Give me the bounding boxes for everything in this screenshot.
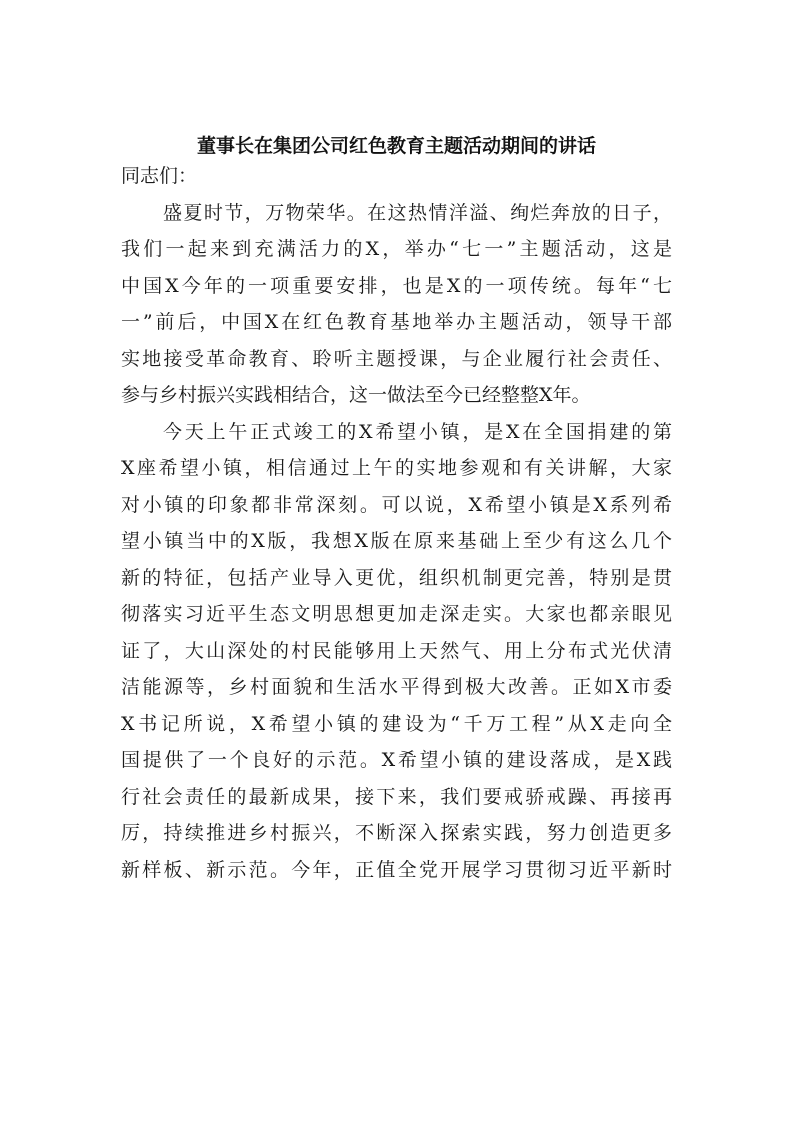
document-body bbox=[121, 158, 672, 888]
paragraph-line: 一”前后，中国X在红色教育基地举办主题活动，领导干部 bbox=[121, 311, 672, 333]
paragraph-line: X座希望小镇，相信通过上午的实地参观和有关讲解，大家 bbox=[121, 457, 672, 479]
paragraph-line: 国提供了一个良好的示范。X希望小镇的建设落成，是X践 bbox=[121, 749, 672, 771]
paragraph-line: 我们一起来到充满活力的X，举办“七一”主题活动，这是 bbox=[121, 238, 672, 260]
paragraph-line: 望小镇当中的X版，我想X版在原来基础上至少有这么几个 bbox=[121, 530, 672, 552]
paragraph-line: 彻落实习近平生态文明思想更加走深走实。大家也都亲眼见 bbox=[121, 603, 672, 625]
paragraph-line: 中国X今年的一项重要安排，也是X的一项传统。每年“七 bbox=[121, 274, 672, 297]
paragraph-line: 行社会责任的最新成果，接下来，我们要戒骄戒躁、再接再 bbox=[121, 785, 672, 808]
paragraph-line: 实地接受革命教育、聆听主题授课，与企业履行社会责任、 bbox=[121, 347, 672, 370]
paragraph-2 bbox=[121, 414, 672, 889]
paragraph-line: 洁能源等，乡村面貌和生活水平得到极大改善。正如X市委 bbox=[121, 676, 672, 698]
paragraph-line: 新样板、新示范。今年，正值全党开展学习贯彻习近平新时 bbox=[121, 858, 672, 881]
paragraph-line: X书记所说，X希望小镇的建设为“千万工程”从X走向全 bbox=[121, 712, 672, 735]
paragraph-line: 证了，大山深处的村民能够用上天然气、用上分布式光伏清 bbox=[121, 639, 672, 662]
salutation: 同志们： bbox=[121, 165, 198, 187]
paragraph-line: 对小镇的印象都非常深刻。可以说，X希望小镇是X系列希 bbox=[121, 493, 672, 516]
paragraph-1 bbox=[121, 195, 672, 414]
document-title: 董事长在集团公司红色教育主题活动期间的讲话 bbox=[196, 135, 596, 157]
paragraph-line: 今天上午正式竣工的X希望小镇，是X在全国捐建的第 bbox=[163, 420, 672, 443]
paragraph-line: 参与乡村振兴实践相结合，这一做法至今已经整整X年。 bbox=[121, 384, 591, 406]
paragraph-line: 厉，持续推进乡村振兴，不断深入探索实践，努力创造更多 bbox=[121, 822, 672, 844]
paragraph-line: 盛夏时节，万物荣华。在这热情洋溢、绚烂奔放的日子， bbox=[163, 201, 672, 224]
paragraph-line: 新的特征，包括产业导入更优，组织机制更完善，特别是贯 bbox=[121, 566, 672, 589]
